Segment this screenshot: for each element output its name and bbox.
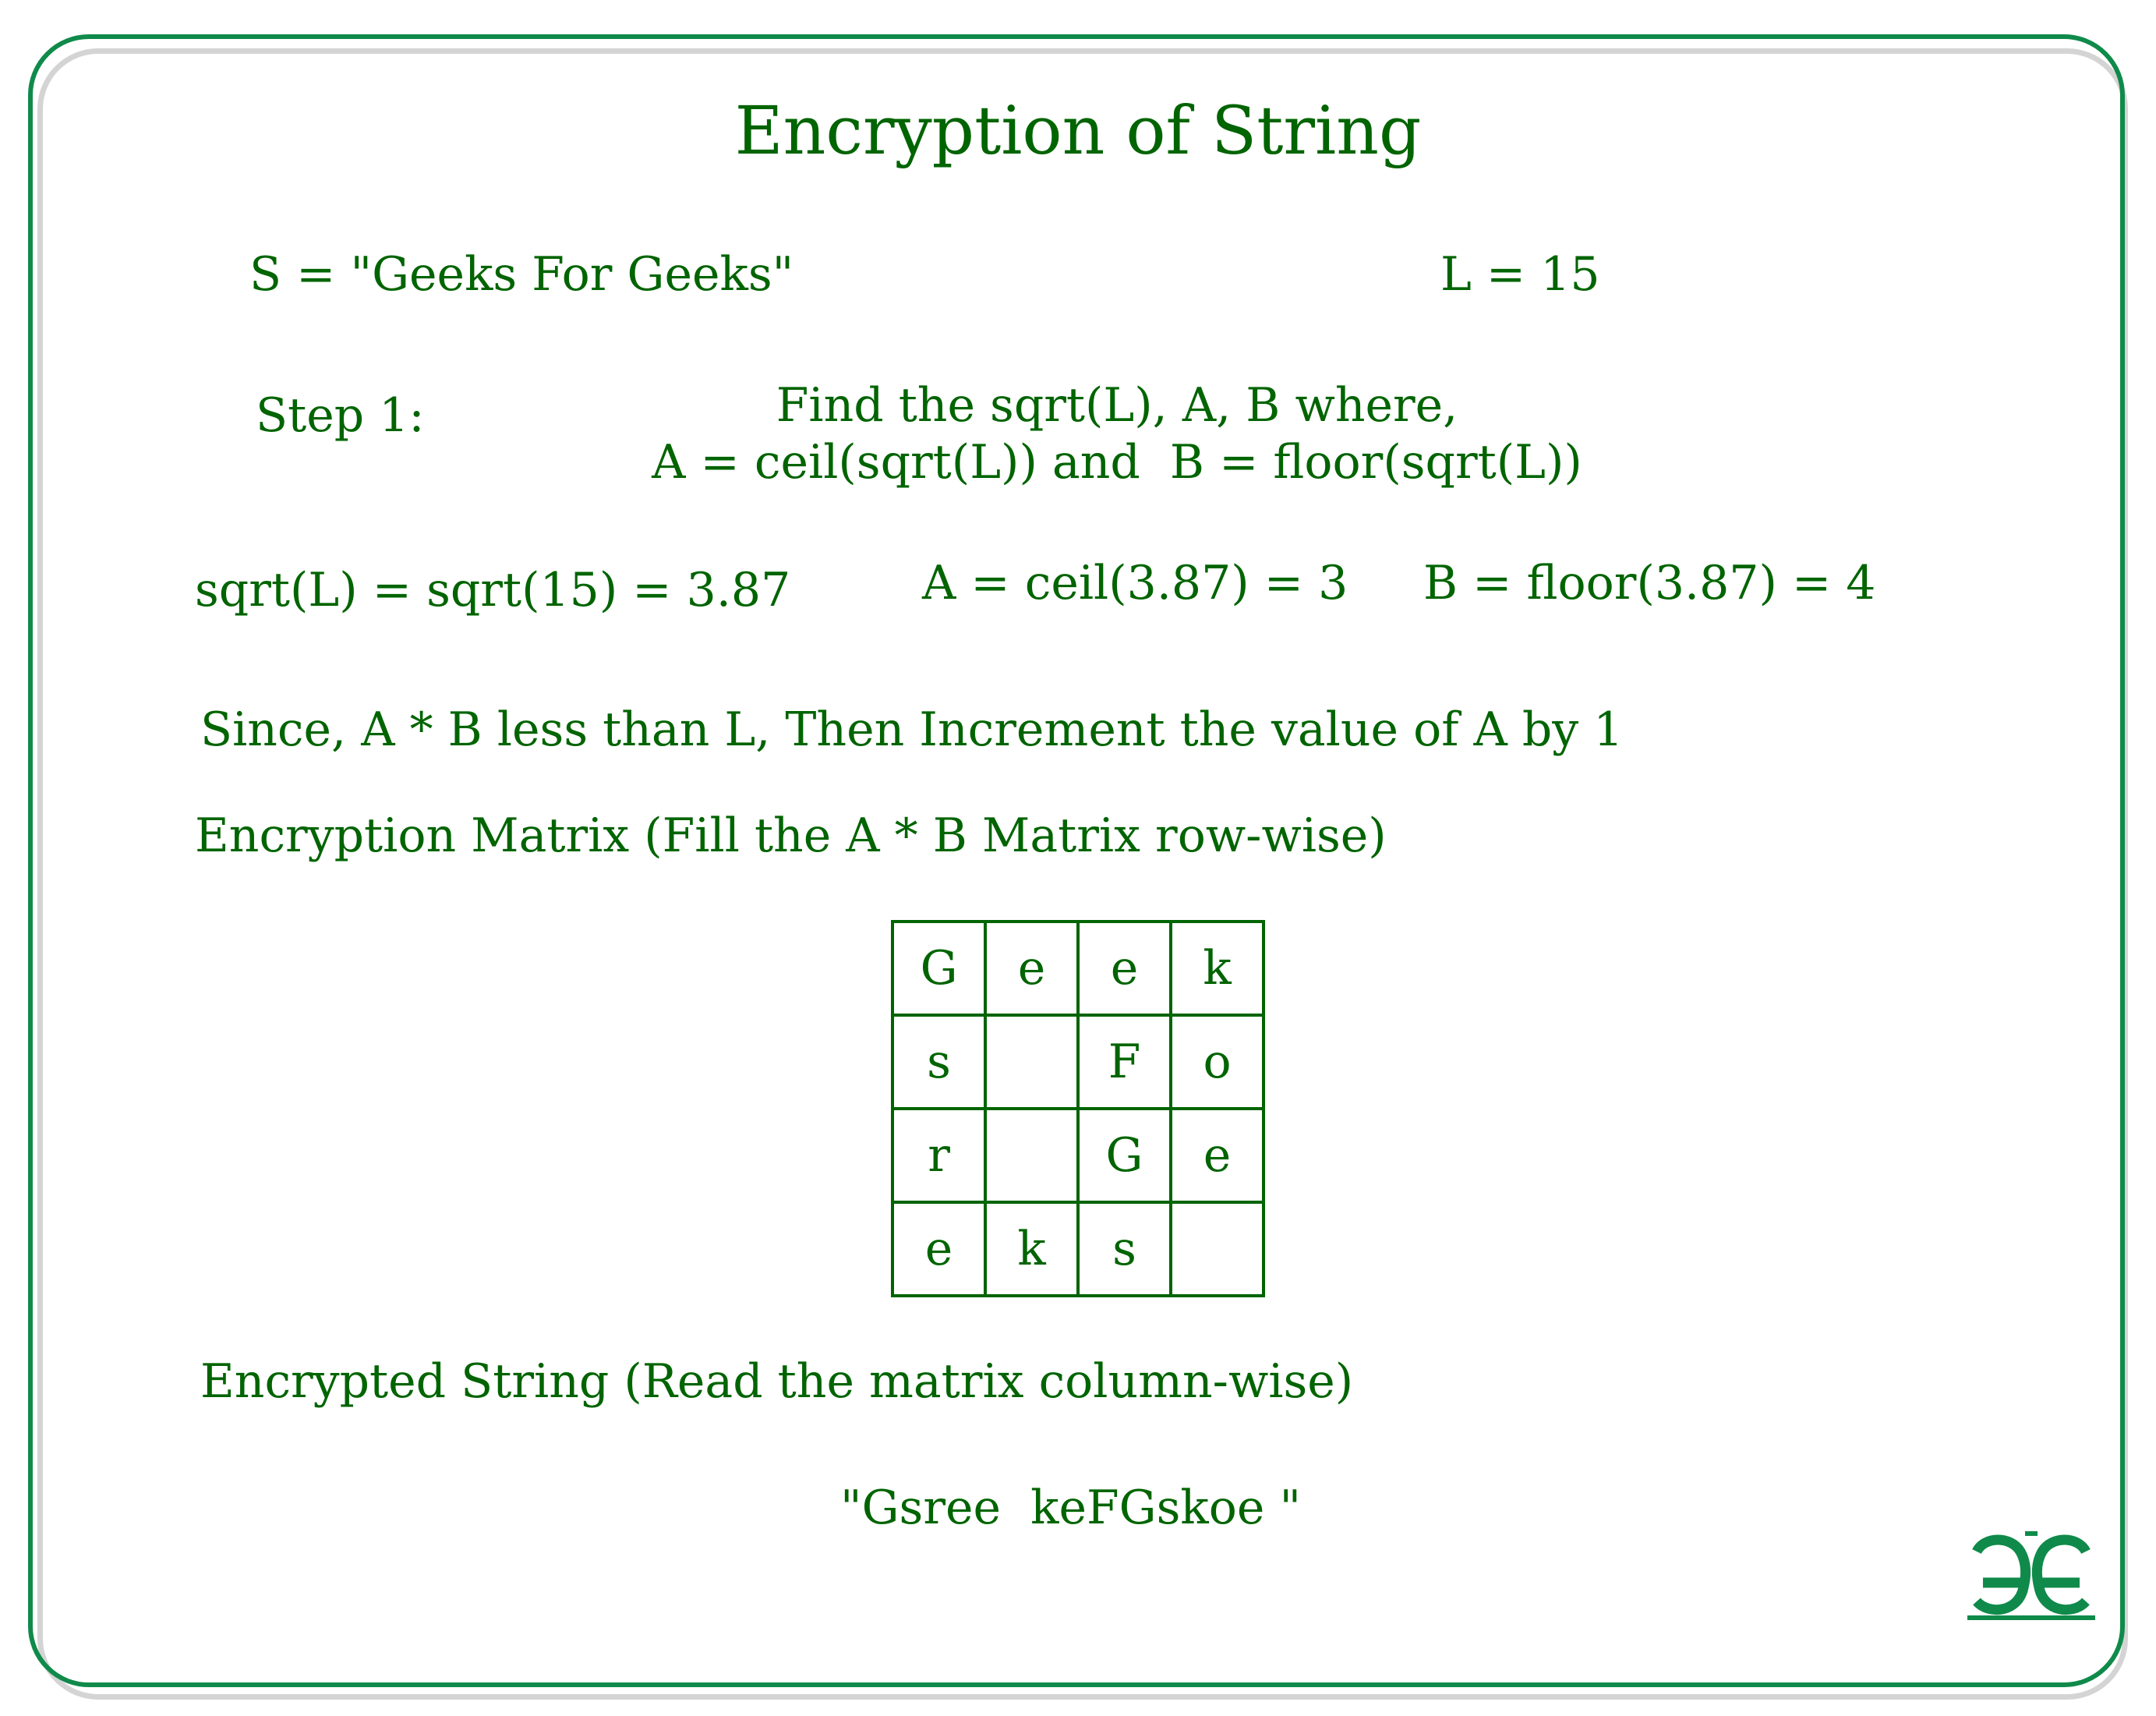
b-computation: B = floor(3.87) = 4: [1423, 556, 1876, 610]
matrix-cell: s: [1078, 1202, 1171, 1296]
matrix-cell: s: [892, 1015, 985, 1109]
matrix-row: [892, 1109, 1264, 1202]
increment-note: Since, A * B less than L, Then Increment the value of A by 1: [200, 702, 1624, 757]
matrix-cell: k: [985, 1202, 1078, 1296]
matrix-cell: [1171, 1202, 1264, 1296]
encryption-matrix: [891, 920, 1265, 1297]
matrix-cell: [985, 1109, 1078, 1202]
matrix-row: [892, 1202, 1264, 1296]
matrix-cell: e: [892, 1202, 985, 1296]
matrix-cell: e: [1078, 922, 1171, 1015]
matrix-cell: G: [1078, 1109, 1171, 1202]
given-string: S = "Geeks For Geeks": [249, 247, 794, 302]
step-label: Step 1:: [256, 388, 425, 443]
a-computation: A = ceil(3.87) = 3: [922, 556, 1348, 610]
matrix-row: [892, 1015, 1264, 1109]
matrix-heading: Encryption Matrix (Fill the A * B Matrix row-wise): [195, 808, 1387, 863]
matrix-cell: e: [985, 922, 1078, 1015]
diagram-title: Encryption of String: [734, 93, 1422, 170]
matrix-cell: k: [1171, 922, 1264, 1015]
step-description-line1: Find the sqrt(L), A, B where,: [776, 378, 1458, 433]
given-length: L = 15: [1440, 247, 1600, 302]
matrix-cell: [985, 1015, 1078, 1109]
matrix-cell: e: [1171, 1109, 1264, 1202]
step-description-line2: A = ceil(sqrt(L)) and B = floor(sqrt(L)): [652, 435, 1582, 490]
encrypted-string: "Gsree keFGskoe ": [840, 1481, 1302, 1535]
matrix-cell: G: [892, 922, 985, 1015]
matrix-cell: F: [1078, 1015, 1171, 1109]
geeksforgeeks-logo-icon: [1963, 1528, 2100, 1626]
matrix-cell: r: [892, 1109, 985, 1202]
result-heading: Encrypted String (Read the matrix column-wise): [200, 1354, 1354, 1409]
matrix-row: [892, 922, 1264, 1015]
sqrt-computation: sqrt(L) = sqrt(15) = 3.87: [195, 563, 791, 617]
matrix-cell: o: [1171, 1015, 1264, 1109]
